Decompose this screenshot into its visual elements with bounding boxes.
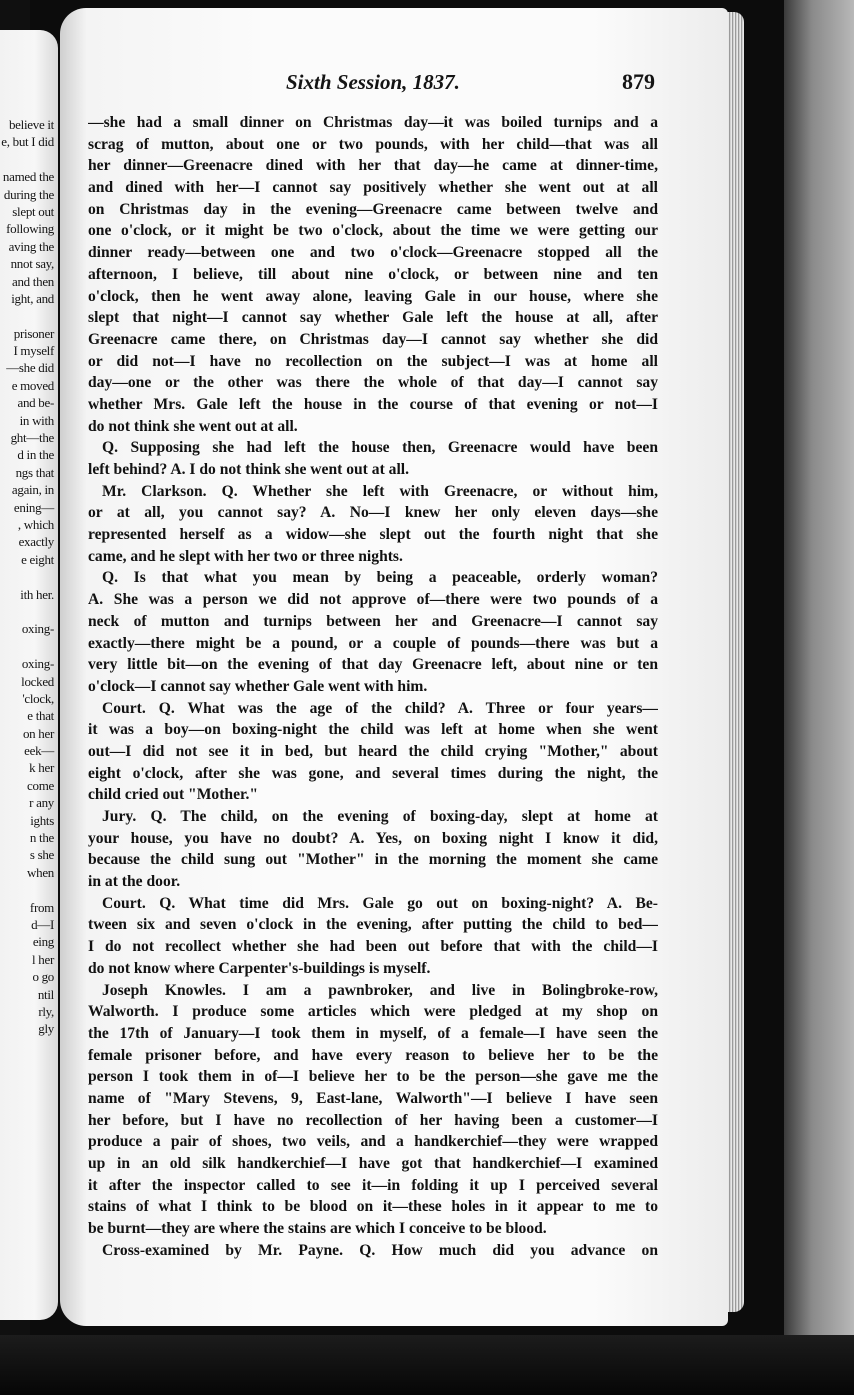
left-fragment-line (0, 151, 54, 168)
text-line: represented herself as a widow—she slept out the fourth night that she (88, 526, 658, 544)
left-fragment-line: eing (32, 934, 54, 950)
text-line: Joseph Knowles. I am a pawnbroker, and live in Bolingbroke-row, (102, 981, 658, 999)
left-fragment-line: o go (32, 969, 54, 985)
main-page (60, 8, 728, 1326)
left-fragment-line: locked (21, 673, 54, 689)
text-line: Jury. Q. The child, on the evening of boxing-day, slept at home at (102, 808, 658, 825)
text-line: very little bit—on the evening of that day Greenacre left, about nine or ten (88, 656, 658, 674)
left-fragment-line: exactly (18, 534, 54, 550)
left-fragment-line: in with (19, 412, 54, 428)
body-text (88, 112, 658, 1261)
text-line: up in an old silk handkerchief—I have got that handkerchief—I examined (88, 1155, 658, 1172)
left-fragment-line: slept out (12, 203, 54, 219)
text-line: o'clock—I cannot say whether Gale went with him. (88, 677, 428, 695)
text-line: day—one or the other was there the whole of that day—I cannot say (88, 374, 658, 392)
left-fragment-line: oxing- (21, 656, 54, 672)
text-line: Q. Is that what you mean by being a peaceable, orderly woman? (102, 569, 658, 587)
text-line: it was a boy—on boxing-night the child was left at home when she went (88, 721, 658, 739)
left-fragment-line: ights (30, 812, 54, 828)
text-line: in at the door. (88, 873, 181, 891)
text-line: Greenacre came there, on Christmas day—I cannot say whether she did (88, 330, 658, 348)
text-line: child cried out "Mother." (88, 786, 259, 804)
text-line: tween six and seven o'clock in the evening, after putting the child to bed— (88, 916, 658, 934)
page-number: 879 (622, 69, 655, 94)
left-fragment-line: ening— (13, 499, 54, 515)
left-fragment-line: ight, and (11, 290, 54, 306)
text-line: left behind? A. I do not think she went out at all. (88, 461, 410, 478)
left-fragment-line: ith her. (20, 586, 54, 602)
left-fragment-line: —she did (6, 360, 54, 376)
text-line: o'clock, then he went away alone, leaving Gale in our house, where she (88, 287, 658, 305)
left-fragment-line: I myself (13, 343, 54, 359)
text-line: eight o'clock, after she was gone, and several times during the night, the (88, 764, 658, 782)
left-facing-page (0, 30, 58, 1320)
running-header (60, 70, 728, 96)
text-line: Q. Supposing she had left the house then, Greenacre would have been (102, 439, 658, 457)
text-line: neck of mutton and turnips between her and Greenacre—I cannot say (88, 612, 658, 630)
left-fragment-line: named the (2, 169, 54, 185)
text-line: Court. Q. What time did Mrs. Gale go out on boxing-night? A. Be- (102, 894, 658, 912)
left-fragment-line (0, 638, 54, 655)
left-fragment-line: s she (29, 847, 54, 863)
text-line: scrag of mutton, about one or two pounds, with her child—that was all (88, 135, 658, 153)
text-line: name of "Mary Stevens, 9, East-lane, Walworth"—I believe I have seen (88, 1089, 658, 1107)
left-fragment-line: nnot say, (10, 256, 54, 272)
text-line: stains of what I think to be blood on it—these holes in it appear to me to (88, 1198, 658, 1216)
left-fragment-line: e, but I did (1, 134, 54, 150)
left-fragment-line: e moved (11, 377, 54, 393)
text-line: Court. Q. What was the age of the child? A. Three or four years— (102, 699, 658, 717)
left-fragment-line: prisoner (13, 325, 54, 341)
text-line: whether Mrs. Gale left the house in the course of that evening or not—I (88, 395, 658, 413)
text-line: dinner ready—between one and two o'clock—Greenacre stopped all the (88, 244, 658, 262)
text-line: I do not recollect whether she had been out before that with the child—I (88, 938, 658, 956)
left-fragment-line: during the (3, 186, 54, 202)
text-line: be burnt—they are where the stains are which I conceive to be blood. (88, 1220, 547, 1238)
left-fragment-line (0, 881, 54, 898)
left-fragment-line: and be- (17, 395, 54, 411)
text-line: and dined with her—I cannot say positively whether she went out at all (88, 179, 658, 197)
left-fragment-line: and then (11, 273, 54, 289)
left-fragment-line (0, 568, 54, 585)
text-line: came, and he slept with her two or three nights. (88, 547, 403, 565)
background-surface (784, 0, 854, 1340)
left-fragment-line: , which (17, 516, 54, 532)
text-line: —she had a small dinner on Christmas day—it was boiled turnips and a (88, 114, 658, 131)
text-line: person I took them in of—I believe her to be the person—she gave me the (88, 1068, 658, 1086)
text-line: slept that night—I cannot say whether Gale left the house at all, after (88, 309, 658, 327)
text-line: on Christmas day in the evening—Greenacre came between twelve and (88, 200, 658, 218)
running-title: Sixth Session, 1837. (286, 70, 460, 94)
left-fragment-line: ngs that (15, 464, 54, 480)
text-line: produce a pair of shoes, two veils, and a handkerchief—they were wrapped (88, 1133, 658, 1151)
text-line: do not know where Carpenter's-buildings is myself. (88, 959, 431, 977)
left-fragment-line: gly (38, 1021, 54, 1037)
text-line: because the child sung out "Mother" in the morning the moment she came (88, 851, 658, 869)
left-page-text-fragments (0, 116, 54, 1038)
left-fragment-line: k her (29, 760, 54, 776)
left-fragment-line: 'clock, (22, 690, 54, 706)
left-fragment-line: d in the (17, 447, 54, 463)
left-fragment-line: aving the (8, 238, 54, 254)
left-fragment-line: r any (29, 795, 54, 811)
left-fragment-line: d—I (31, 916, 54, 932)
left-fragment-line: oxing- (21, 621, 54, 637)
text-line: your house, you have no doubt? A. Yes, on boxing night I know it did, (88, 829, 658, 847)
text-line: Mr. Clarkson. Q. Whether she left with Greenacre, or without him, (102, 482, 658, 500)
text-line: Cross-examined by Mr. Payne. Q. How much did you advance on (102, 1241, 658, 1259)
left-fragment-line: from (29, 899, 54, 915)
text-line: or did not—I have no recollection on the subject—I was at home all (88, 352, 658, 370)
text-line: out—I did not see it in bed, but heard the child crying "Mother," about (88, 742, 658, 760)
text-line: do not think she went out at all. (88, 417, 298, 435)
left-fragment-line: rly, (38, 1003, 54, 1019)
left-fragment-line: believe it (8, 117, 54, 132)
left-fragment-line: following (6, 221, 54, 237)
text-line: or at all, you cannot say? A. No—I knew her only eleven days—she (88, 504, 658, 522)
left-fragment-line: ntil (37, 986, 54, 1002)
left-fragment-line: e that (27, 708, 54, 724)
left-fragment-line (0, 307, 54, 324)
left-fragment-line: n the (29, 830, 54, 846)
text-line: exactly—there might be a pound, or a couple of pounds—there was but a (88, 634, 658, 652)
left-fragment-line: on her (22, 725, 54, 741)
left-fragment-line: e eight (21, 551, 54, 567)
left-fragment-line: when (27, 864, 54, 880)
left-fragment-line: eek— (24, 743, 54, 759)
left-fragment-line: again, in (11, 482, 54, 498)
bottom-shadow (0, 1335, 854, 1395)
text-line: one o'clock, or it might be two o'clock, about the time we were getting our (88, 222, 658, 240)
left-fragment-line: l her (32, 951, 54, 967)
left-fragment-line: come (27, 777, 54, 793)
text-line: it after the inspector called to see it—in folding it up I perceived several (88, 1176, 658, 1194)
text-line: the 17th of January—I took them in myself, of a female—I have seen the (88, 1024, 658, 1042)
text-line: female prisoner before, and have every reason to believe her to be the (88, 1046, 658, 1064)
left-fragment-line: ght—the (10, 430, 54, 446)
text-line: her before, but I have no recollection of her having been a customer—I (88, 1111, 658, 1129)
left-fragment-line (0, 603, 54, 620)
text-line: A. She was a person we did not approve of—there were two pounds of a (88, 591, 658, 609)
text-line: afternoon, I believe, till about nine o'clock, or between nine and ten (88, 265, 658, 283)
text-line: her dinner—Greenacre dined with her that day—he came at dinner-time, (88, 157, 658, 175)
text-line: Walworth. I produce some articles which were pledged at my shop on (88, 1003, 658, 1021)
